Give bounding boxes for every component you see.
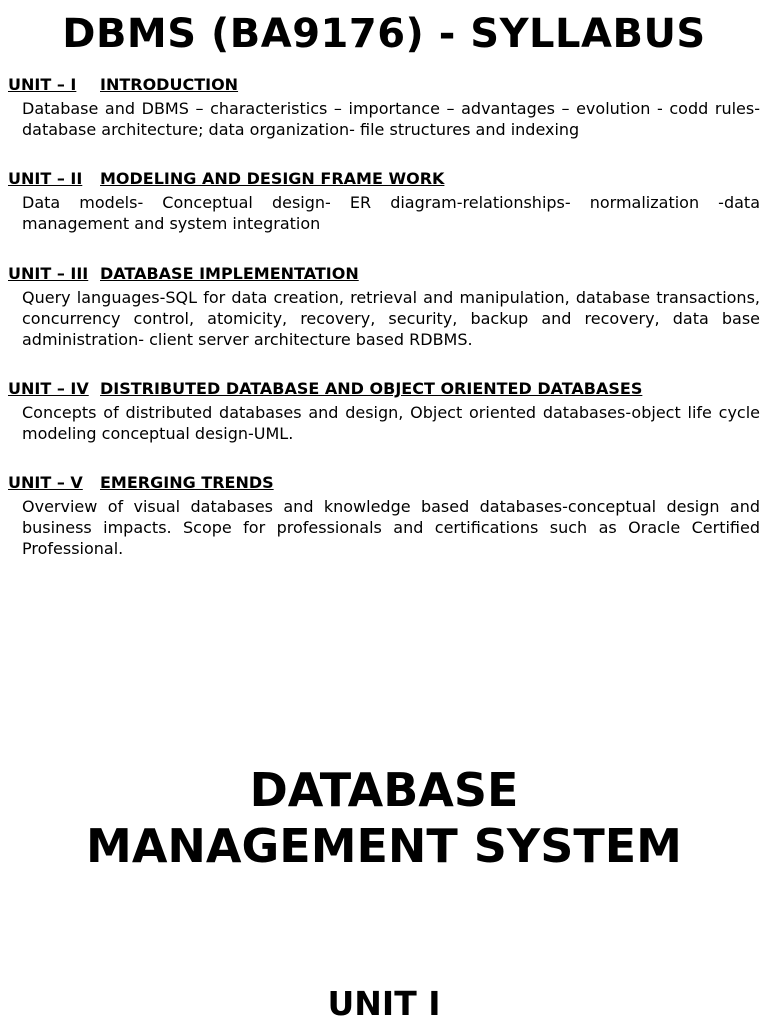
cover-title	[0, 762, 768, 874]
syllabus-unit-4	[8, 378, 760, 444]
cover-title-line-2: MANAGEMENT SYSTEM	[86, 819, 682, 873]
cover-unit-heading: UNIT I	[327, 984, 441, 1023]
syllabus-unit-2	[8, 168, 760, 234]
unit-heading	[8, 472, 760, 494]
unit-heading	[8, 74, 760, 96]
unit-heading	[8, 263, 760, 285]
unit-label: UNIT – II	[8, 169, 83, 188]
unit-label: UNIT – V	[8, 473, 83, 492]
unit-topic: DISTRIBUTED DATABASE AND OBJECT ORIENTED DATABASES	[100, 379, 643, 398]
unit-label: UNIT – III	[8, 264, 89, 283]
unit-topic: MODELING AND DESIGN FRAME WORK	[100, 169, 445, 188]
unit-label: UNIT – I	[8, 75, 77, 94]
unit-heading	[8, 168, 760, 190]
syllabus-unit-5	[8, 472, 760, 559]
unit-description: Concepts of distributed databases and design, Object oriented databases-object life cycle modeling conceptual design-UML.	[22, 403, 760, 443]
unit-heading	[8, 378, 760, 400]
unit-description: Database and DBMS – characteristics – importance – advantages – evolution - codd rules-database architecture; data organization- file structures and indexing	[22, 99, 760, 139]
unit-label: UNIT – IV	[8, 379, 89, 398]
syllabus-unit-1	[8, 74, 760, 140]
page-title: DBMS (BA9176) - SYLLABUS	[62, 11, 706, 57]
unit-description: Overview of visual databases and knowledge based databases-conceptual design and business impacts. Scope for professionals and certifications such as Oracle Certified Professional.	[22, 497, 760, 558]
syllabus-unit-3	[8, 263, 760, 350]
cover-title-line-1: DATABASE	[249, 763, 519, 817]
unit-description: Query languages-SQL for data creation, retrieval and manipulation, database transactions, concurrency control, atomicity, recovery, security, backup and recovery, data base administration- client server architecture based RDBMS.	[22, 288, 760, 349]
unit-description: Data models- Conceptual design- ER diagram-relationships- normalization -data management and system integration	[22, 193, 760, 233]
unit-topic: DATABASE IMPLEMENTATION	[100, 264, 359, 283]
unit-topic: INTRODUCTION	[100, 75, 239, 94]
unit-topic: EMERGING TRENDS	[100, 473, 274, 492]
